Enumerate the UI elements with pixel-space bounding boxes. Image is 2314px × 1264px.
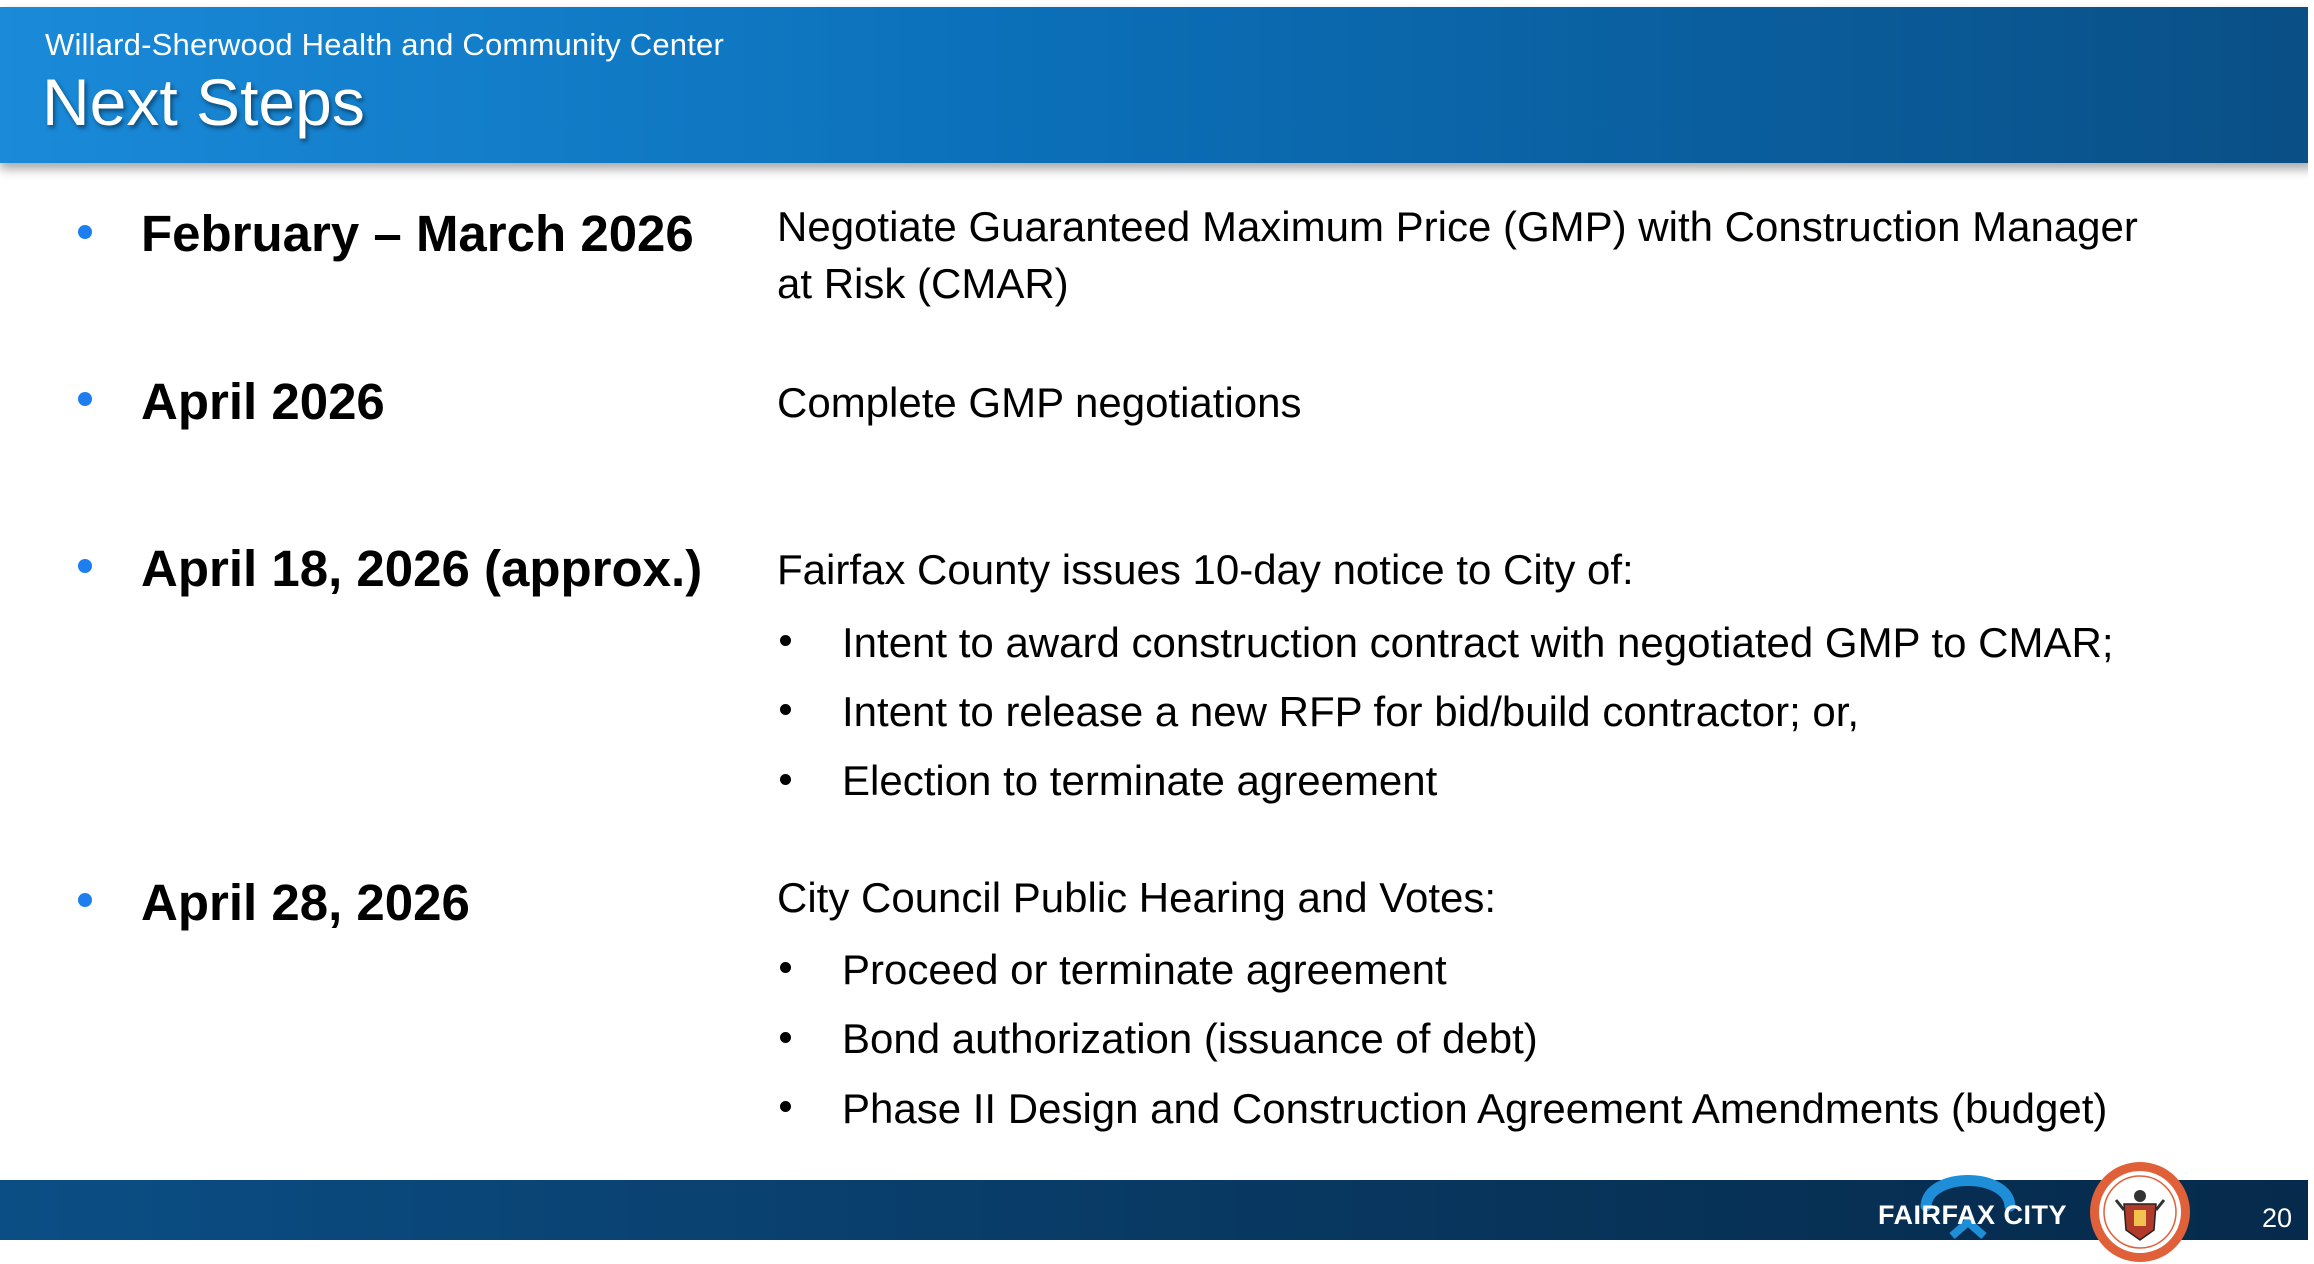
bullet-dot (78, 559, 92, 573)
page-number: 20 (2262, 1203, 2293, 1233)
timeline-description-line: Complete GMP negotiations (777, 379, 1302, 426)
county-seal-icon (2088, 1160, 2192, 1264)
timeline-description-line: at Risk (CMAR) (777, 260, 1069, 307)
slide-header (0, 7, 2314, 163)
fairfax-city-logo-text: FAIRFAX CITY (1878, 1200, 2068, 1230)
bullet-dot (78, 225, 92, 239)
sub-bullet-dot (780, 962, 791, 973)
sub-bullet-dot (780, 774, 791, 785)
sub-bullet-text: Proceed or terminate agreement (842, 946, 1447, 993)
timeline-description-line: Fairfax County issues 10-day notice to City of: (777, 546, 1634, 593)
bullet-dot (78, 893, 92, 907)
sub-bullet-dot (780, 635, 791, 646)
sub-bullet-text: Bond authorization (issuance of debt) (842, 1015, 1538, 1062)
right-edge (2308, 0, 2314, 1240)
top-edge (0, 0, 2314, 7)
timeline-date: February – March 2026 (141, 205, 694, 262)
sub-bullet-dot (780, 1101, 791, 1112)
sub-bullet-text: Phase II Design and Construction Agreement Amendments (budget) (842, 1085, 2108, 1132)
bullet-dot (78, 392, 92, 406)
sub-bullet-dot (780, 1032, 791, 1043)
timeline-date: April 18, 2026 (approx.) (141, 540, 703, 597)
sub-bullet-text: Intent to release a new RFP for bid/build contractor; or, (842, 688, 1860, 735)
slide-subtitle: Willard-Sherwood Health and Community Center (45, 27, 725, 62)
timeline-description-line: City Council Public Hearing and Votes: (777, 874, 1497, 921)
timeline-date: April 2026 (141, 373, 385, 430)
sub-bullet-dot (780, 704, 791, 715)
timeline-description-line: Negotiate Guaranteed Maximum Price (GMP) with Construction Manager (777, 203, 2138, 250)
timeline-date: April 28, 2026 (141, 874, 470, 931)
sub-bullet-text: Election to terminate agreement (842, 757, 1438, 804)
slide-title: Next Steps (42, 65, 365, 139)
sub-bullet-text: Intent to award construction contract with negotiated GMP to CMAR; (842, 619, 2114, 666)
